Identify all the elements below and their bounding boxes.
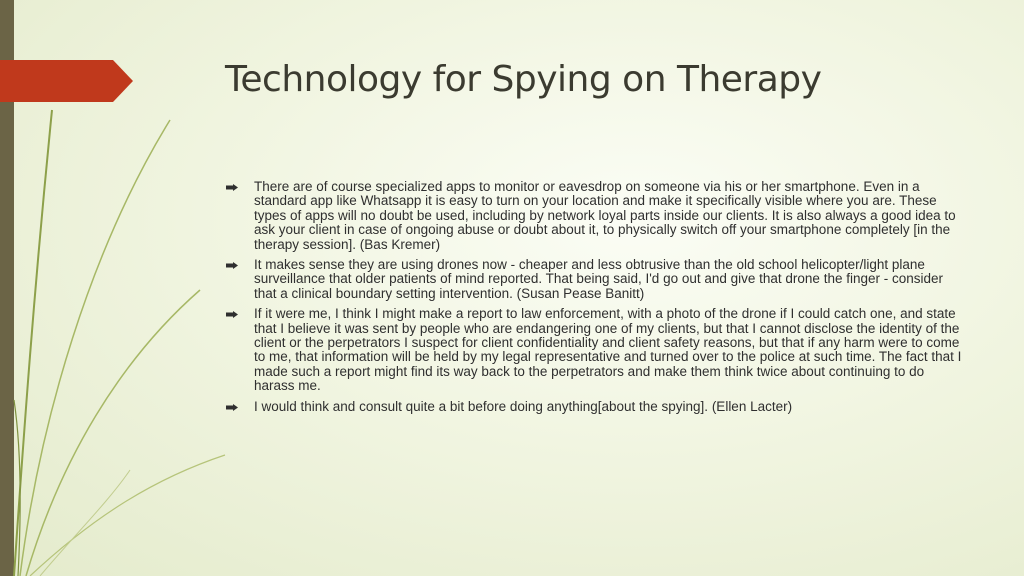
list-item xyxy=(226,307,962,393)
arrow-right-icon xyxy=(226,184,238,191)
list-item xyxy=(226,180,962,252)
arrow-right-icon xyxy=(226,311,238,318)
bullet-list xyxy=(226,180,962,420)
arrow-right-icon xyxy=(226,404,238,411)
page-title: Technology for Spying on Therapy xyxy=(225,59,822,100)
bullet-text: If it were me, I think I might make a report to law enforcement, with a photo of the drone if I could catch one, and state that I believe it was sent by people who are endangering one of my clients, but that I cannot disclose the identity of the client or the perpetrators I suspect for client confidentiality and client safety reasons, but that if any harm were to come to me, that information will be held by my legal representative and turned over to the police at such time. The fact that I made such a report might find its way back to the perpetrators and make them think twice about continuing to do harass me. xyxy=(254,306,962,394)
bullet-text: I would think and consult quite a bit before doing anything[about the spying]. (Ellen Lacter) xyxy=(254,398,793,414)
title-accent-tab xyxy=(0,0,140,110)
list-item xyxy=(226,400,962,414)
list-item xyxy=(226,258,962,301)
bullet-text: There are of course specialized apps to monitor or eavesdrop on someone via his or her smartphone. Even in a standard app like Whatsapp it is easy to turn on your location and make it specifically visible where you are. These types of apps will no doubt be used, including by network loyal parts inside our clients. It is also always a good idea to ask your client in case of ongoing abuse or doubt about it, to physically switch off your smartphone completely [in the therapy session]. (Bas Kremer) xyxy=(254,179,956,252)
arrow-right-icon xyxy=(226,262,238,269)
bullet-text: It makes sense they are using drones now - cheaper and less obtrusive than the old school helicopter/light plane surveillance that older patients of mind reported. That being said, I'd go out and give that drone the finger - consider that a clinical boundary setting intervention. (Susan Pease Banitt) xyxy=(254,257,944,301)
